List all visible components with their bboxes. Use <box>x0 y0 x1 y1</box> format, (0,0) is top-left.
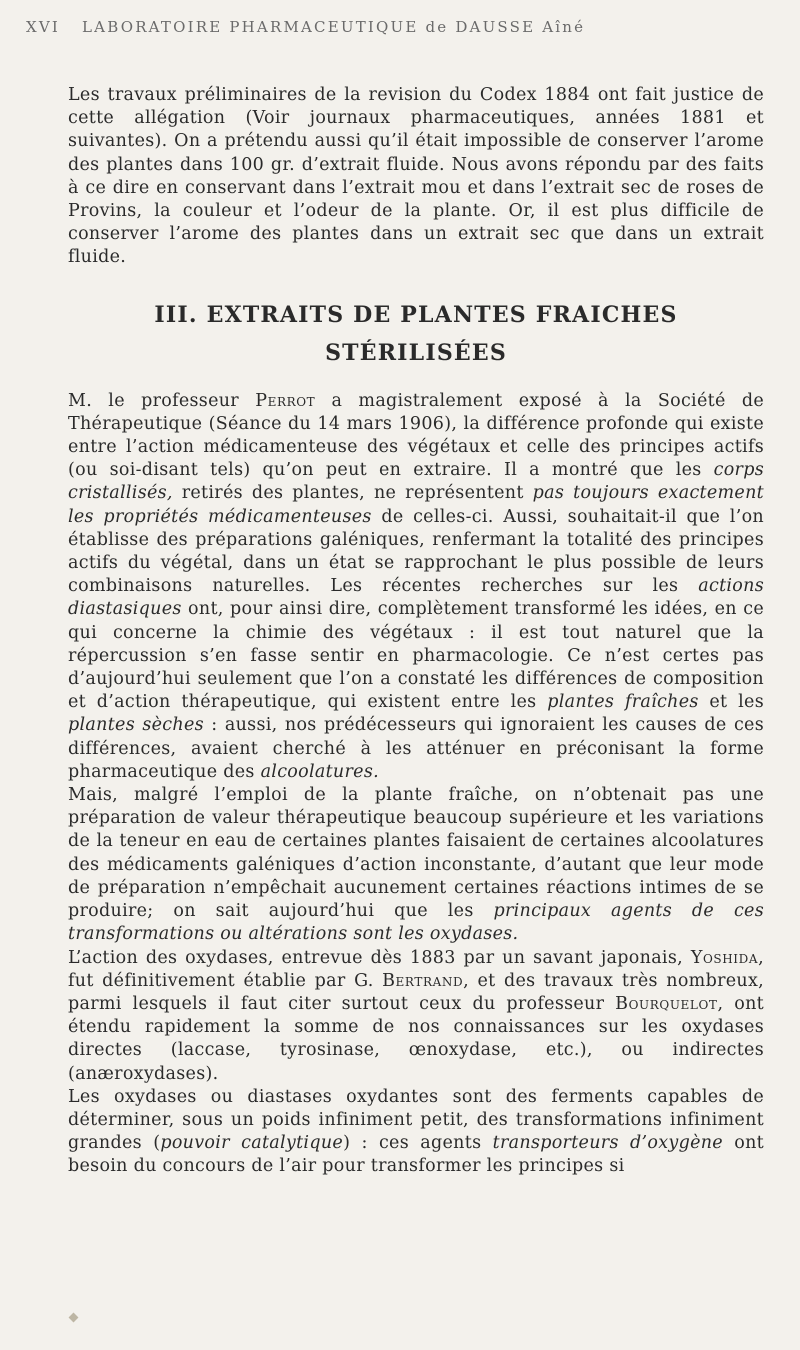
author-name: Yoshida <box>690 947 759 968</box>
header-title: LABORATOIRE PHARMACEUTIQUE de DAUSSE Aîné <box>82 18 586 36</box>
author-name: Bourquelot <box>615 993 718 1014</box>
body-text <box>68 84 764 1179</box>
author-name: Perrot <box>255 390 316 411</box>
section-heading-line-2: STÉRILISÉES <box>325 339 507 366</box>
paragraph-3: Mais, malgré l’emploi de la plante fraîche, on n’obtenait pas une préparation de valeur thérapeutique beaucoup supérieure et les variations de la teneur en eau de certaines plantes faisaient de certaines alcoolatures des médicaments galéniques d’action inconstante, d’autant que leur mode de préparation n’empêchait aucunement certaines réactions intimes de se produire; on sait aujourd’hui que les principaux agents de ces transformations ou altérations sont les oxydases. <box>68 785 764 945</box>
page-number: XVI <box>26 18 61 36</box>
author-name: Bertrand <box>382 970 464 991</box>
paragraph-2: M. le professeur Perrot a magistralement exposé à la Société de Thérapeutique (Séance du 14 mars 1906), la différence profonde qui existe entre l’action médicamenteuse des végétaux et celle des principes actifs (ou soi-disant tels) qu’on peut en extraire. Il a montré que les corps cristallisés, retirés des plantes, ne représentent pas toujours exactement les propriétés médicamenteuses de celles-ci. Aussi, souhaitait-il que l’on établisse des préparations galéniques, renfermant la totalité des principes actifs du végétal, dans un état se rapprochant le plus possible de leurs combinaisons naturelles. Les récentes recherches sur les actions diastasiques ont, pour ainsi dire, complètement transformé les idées, en ce qui concerne la chimie des végétaux : il est tout naturel que la répercussion s’en fasse sentir en pharmacologie. Ce n’est certes pas d’aujourd’hui seulement que l’on a constaté les différences de composition et d’action thérapeutique, qui existent entre les plantes fraîches et les plantes sèches : aussi, nos prédécesseurs qui ignoraient les causes de ces différences, avaient cherché à les atténuer en préconisant la forme pharmaceutique des alcoolatures. <box>68 390 764 782</box>
section-heading-line-1: III. EXTRAITS DE PLANTES FRAICHES <box>154 301 678 328</box>
paragraph-4: L’action des oxydases, entrevue dès 1883 par un savant japonais, Yoshida, fut définitivement établie par G. Bertrand, et des travaux très nombreux, parmi lesquels il faut citer surtout ceux du professeur Bourquelot, ont étendu rapidement la somme de nos connaissances sur les oxydases directes (laccase, tyrosinase, œnoxydase, etc.), ou indirectes (anæroxydases). <box>68 947 765 1084</box>
ornament-mark <box>69 1313 79 1323</box>
paragraph-1: Les travaux préliminaires de la revision du Codex 1884 ont fait justice de cette allégation (Voir journaux pharmaceutiques, années 1881 et suivantes). On a prétendu aussi qu’il était impossible de conserver l’arome des plantes dans 100 gr. d’extrait fluide. Nous avons répondu par des faits à ce dire en conservant dans l’extrait mou et dans l’extrait sec de roses de Provins, la couleur et l’odeur de la plante. Or, il est plus difficile de conserver l’arome des plantes dans un extrait sec que dans un extrait fluide. <box>68 85 764 268</box>
section-heading <box>68 296 764 372</box>
running-header <box>26 18 766 36</box>
paragraph-5: Les oxydases ou diastases oxydantes sont des ferments capables de déterminer, sous un poids infiniment petit, des transformations infiniment grandes (pouvoir catalytique) : ces agents transporteurs d’oxygène ont besoin du concours de l’air pour transformer les principes si <box>68 1086 764 1177</box>
